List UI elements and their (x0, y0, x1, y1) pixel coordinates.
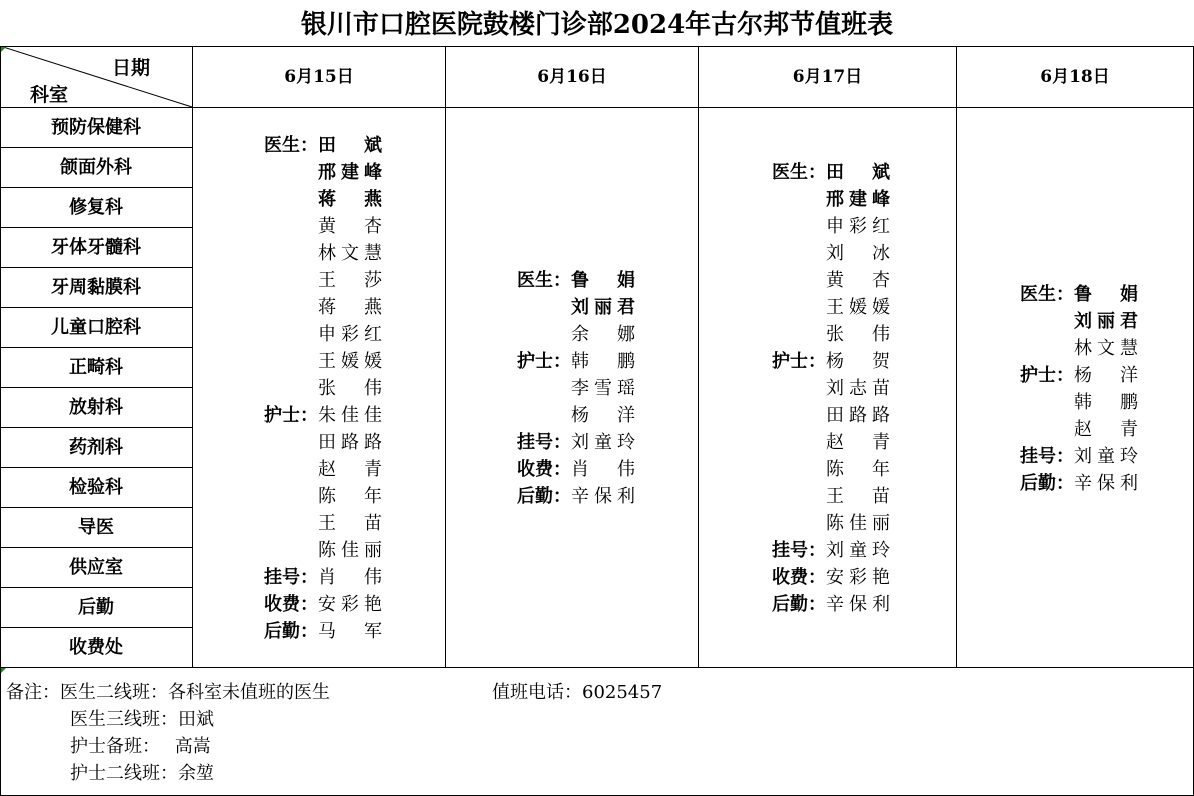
staff-name: 邢建峰 (826, 189, 890, 210)
role-label (503, 294, 571, 321)
roster-jun15 (250, 132, 382, 645)
roster-line (1006, 335, 1138, 362)
department-cell: 正畸科 (69, 357, 123, 378)
roster-line (758, 483, 890, 510)
staff-name: 刘童玲 (1074, 446, 1138, 467)
role-label (250, 294, 318, 321)
role-label (1006, 335, 1074, 362)
roster-line (503, 267, 635, 294)
staff-name: 赵 青 (826, 432, 890, 453)
role-label (503, 321, 571, 348)
date-header: 6月15日 (284, 67, 354, 87)
department-cell: 收费处 (69, 637, 123, 658)
roster-line (250, 240, 382, 267)
roster-line (250, 213, 382, 240)
department-cell: 放射科 (69, 397, 123, 418)
roster-line (1006, 362, 1138, 389)
staff-name: 蒋 燕 (318, 297, 382, 318)
roster-line (758, 240, 890, 267)
staff-name: 赵 青 (1074, 419, 1138, 440)
role-label: 挂号： (1020, 446, 1074, 467)
cell-marker (1, 668, 6, 673)
staff-name: 王媛媛 (318, 351, 382, 372)
cell-marker (1, 47, 6, 52)
roster-line (503, 456, 635, 483)
notes-prefix: 备注： (6, 682, 60, 703)
staff-name: 辛保利 (1074, 473, 1138, 494)
staff-name: 王媛媛 (826, 297, 890, 318)
roster-line (250, 402, 382, 429)
roster-line (758, 591, 890, 618)
staff-name: 陈佳丽 (318, 540, 382, 561)
staff-name: 杨 洋 (1074, 365, 1138, 386)
staff-name: 安彩艳 (826, 567, 890, 588)
roster-line (250, 456, 382, 483)
staff-name: 马 军 (318, 621, 382, 642)
date-header: 6月18日 (1040, 67, 1110, 87)
role-label (758, 294, 826, 321)
roster-jun17 (758, 159, 890, 618)
roster-line (1006, 389, 1138, 416)
role-label: 医生： (772, 162, 826, 183)
role-label: 护士： (772, 351, 826, 372)
roster-line (503, 429, 635, 456)
notes-row (6, 760, 330, 787)
role-label (758, 321, 826, 348)
department-cell: 导医 (78, 517, 114, 538)
role-label (503, 375, 571, 402)
role-label (758, 429, 826, 456)
staff-name: 余 娜 (571, 324, 635, 345)
date-header: 6月17日 (792, 67, 863, 87)
roster-line (250, 618, 382, 645)
role-label (758, 213, 826, 240)
department-cell: 后勤 (78, 597, 114, 618)
staff-name: 杨 洋 (571, 405, 635, 426)
role-label (250, 510, 318, 537)
roster-line (250, 321, 382, 348)
role-label: 医生： (1020, 284, 1074, 305)
department-cell: 检验科 (69, 477, 123, 498)
staff-name: 刘童玲 (571, 432, 635, 453)
notes-section (6, 679, 330, 787)
role-label: 挂号： (772, 540, 826, 561)
staff-name: 刘童玲 (826, 540, 890, 561)
staff-name: 王 苗 (826, 486, 890, 507)
col-divider (956, 46, 957, 668)
col-divider (192, 46, 193, 668)
roster-jun16 (503, 267, 635, 510)
roster-line (250, 537, 382, 564)
roster-line (758, 537, 890, 564)
role-label (1006, 308, 1074, 335)
staff-name: 辛保利 (571, 486, 635, 507)
roster-line (758, 321, 890, 348)
staff-name: 朱佳佳 (318, 405, 382, 426)
roster-line (250, 429, 382, 456)
department-cell: 儿童口腔科 (51, 317, 141, 338)
roster-line (758, 375, 890, 402)
staff-name: 林文慧 (318, 243, 382, 264)
notes-line: 医生三线班：田斌 (70, 709, 214, 730)
roster-line (250, 375, 382, 402)
role-label: 医生： (517, 270, 571, 291)
role-label (250, 456, 318, 483)
staff-name: 邢建峰 (318, 162, 382, 183)
role-label (758, 375, 826, 402)
role-label (250, 348, 318, 375)
department-cell: 药剂科 (69, 437, 123, 458)
staff-name: 蒋 燕 (318, 189, 382, 210)
staff-name: 肖 伟 (318, 567, 382, 588)
corner-date-label: 日期 (112, 57, 151, 79)
roster-line (250, 159, 382, 186)
staff-name: 陈佳丽 (826, 513, 890, 534)
role-label (250, 213, 318, 240)
roster-line (250, 591, 382, 618)
roster-line (758, 186, 890, 213)
department-cell: 供应室 (69, 557, 123, 578)
staff-name: 申彩红 (318, 324, 382, 345)
staff-name: 林文慧 (1074, 338, 1138, 359)
roster-line (758, 429, 890, 456)
roster-line (758, 510, 890, 537)
role-label: 医生： (264, 135, 318, 156)
roster-line (250, 483, 382, 510)
staff-name: 赵 青 (318, 459, 382, 480)
staff-name: 王 莎 (318, 270, 382, 291)
roster-line (758, 267, 890, 294)
role-label (250, 186, 318, 213)
role-label (758, 186, 826, 213)
roster-line (758, 348, 890, 375)
staff-name: 田 斌 (826, 162, 890, 183)
staff-name: 肖 伟 (571, 459, 635, 480)
department-cell: 颌面外科 (60, 157, 132, 178)
role-label: 后勤： (772, 594, 826, 615)
role-label: 挂号： (264, 567, 318, 588)
role-label (758, 510, 826, 537)
role-label: 护士： (1020, 365, 1074, 386)
role-label (250, 375, 318, 402)
roster-jun18 (1006, 281, 1138, 497)
role-label (758, 456, 826, 483)
staff-name: 陈 年 (318, 486, 382, 507)
role-label: 后勤： (517, 486, 571, 507)
roster-line (250, 267, 382, 294)
role-label: 收费： (772, 567, 826, 588)
role-label (250, 267, 318, 294)
staff-name: 刘丽君 (1074, 311, 1138, 332)
staff-name: 杨 贺 (826, 351, 890, 372)
role-label (250, 537, 318, 564)
role-label: 护士： (264, 405, 318, 426)
page-title: 银川市口腔医院鼓楼门诊部2024年古尔邦节值班表 (300, 10, 894, 40)
roster-line (503, 321, 635, 348)
staff-name: 鲁 娟 (571, 270, 635, 291)
department-cell: 牙体牙髓科 (51, 237, 141, 258)
role-label: 护士： (517, 351, 571, 372)
notes-row (6, 733, 330, 760)
roster-line (503, 402, 635, 429)
role-label (250, 321, 318, 348)
notes-row (6, 706, 330, 733)
roster-line (250, 564, 382, 591)
role-label: 挂号： (517, 432, 571, 453)
notes-line: 护士二线班：余堃 (70, 763, 214, 784)
notes-line: 医生二线班：各科室未值班的医生 (60, 682, 330, 703)
roster-line (1006, 308, 1138, 335)
staff-name: 王 苗 (318, 513, 382, 534)
roster-line (503, 294, 635, 321)
role-label (250, 429, 318, 456)
staff-name: 申彩红 (826, 216, 890, 237)
roster-line (1006, 416, 1138, 443)
staff-name: 黄 杏 (318, 216, 382, 237)
corner-dept-label: 科室 (30, 84, 69, 106)
role-label: 收费： (517, 459, 571, 480)
staff-name: 陈 年 (826, 459, 890, 480)
staff-name: 李雪瑶 (571, 378, 635, 399)
roster-line (758, 159, 890, 186)
duty-phone: 值班电话：6025457 (492, 682, 663, 703)
staff-name: 田路路 (318, 432, 382, 453)
roster-line (758, 294, 890, 321)
staff-name: 张 伟 (826, 324, 890, 345)
staff-name: 韩 鹏 (1074, 392, 1138, 413)
role-label (758, 240, 826, 267)
staff-name: 黄 杏 (826, 270, 890, 291)
roster-line (758, 213, 890, 240)
roster-line (250, 132, 382, 159)
notes-line: 护士备班： 高嵩 (70, 736, 211, 757)
role-label: 收费： (264, 594, 318, 615)
role-label: 后勤： (264, 621, 318, 642)
role-label: 后勤： (1020, 473, 1074, 494)
role-label (758, 483, 826, 510)
roster-line (1006, 281, 1138, 308)
role-label (503, 402, 571, 429)
department-cell: 预防保健科 (51, 117, 141, 138)
role-label (758, 267, 826, 294)
staff-name: 韩 鹏 (571, 351, 635, 372)
roster-line (503, 348, 635, 375)
role-label (250, 159, 318, 186)
roster-line (1006, 470, 1138, 497)
roster-line (758, 564, 890, 591)
staff-name: 刘 冰 (826, 243, 890, 264)
department-cell: 牙周黏膜科 (51, 277, 141, 298)
role-label (1006, 416, 1074, 443)
staff-name: 刘丽君 (571, 297, 635, 318)
staff-name: 鲁 娟 (1074, 284, 1138, 305)
roster-line (250, 348, 382, 375)
roster-line (503, 483, 635, 510)
staff-name: 辛保利 (826, 594, 890, 615)
roster-line (758, 402, 890, 429)
staff-name: 安彩艳 (318, 594, 382, 615)
roster-line (1006, 443, 1138, 470)
col-divider (698, 46, 699, 668)
department-cell: 修复科 (69, 197, 123, 218)
role-label (250, 240, 318, 267)
roster-line (250, 510, 382, 537)
staff-name: 田 斌 (318, 135, 382, 156)
corner-diagonal (0, 46, 193, 108)
date-header: 6月16日 (537, 67, 607, 87)
role-label (1006, 389, 1074, 416)
staff-name: 田路路 (826, 405, 890, 426)
roster-line (758, 456, 890, 483)
role-label (758, 402, 826, 429)
roster-line (250, 186, 382, 213)
notes-row (6, 679, 330, 706)
role-label (250, 483, 318, 510)
roster-line (250, 294, 382, 321)
staff-name: 刘志苗 (826, 378, 890, 399)
roster-line (503, 375, 635, 402)
staff-name: 张 伟 (318, 378, 382, 399)
col-divider (445, 46, 446, 668)
